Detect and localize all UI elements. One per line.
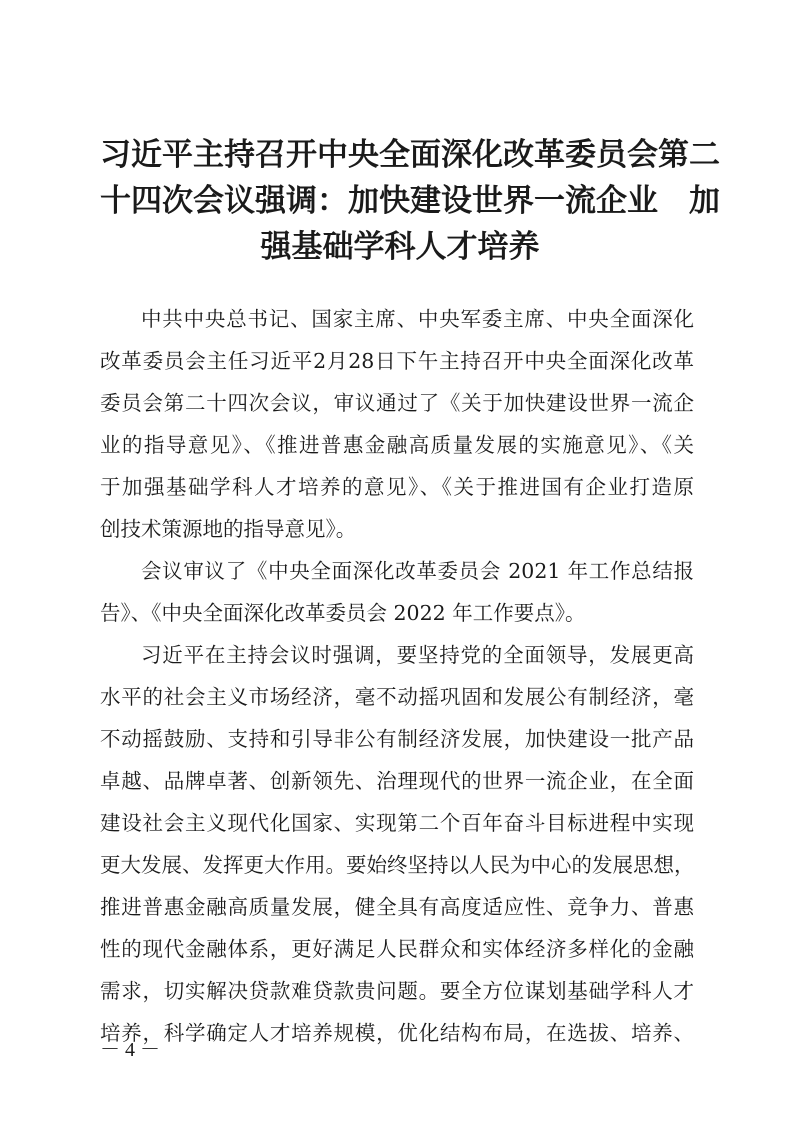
text-line: 需求，切实解决贷款难贷款贵问题。要全方位谋划基础学科人才	[100, 979, 694, 1003]
title-line: 强基础学科人才培养	[260, 229, 540, 265]
paragraph-3	[100, 634, 694, 1054]
text-line: 水平的社会主义市场经济，毫不动摇巩固和发展公有制经济，毫	[100, 685, 694, 709]
text-line: 创技术策源地的指导意见》。	[100, 517, 357, 541]
text-line: 卓越、品牌卓著、创新领先、治理现代的世界一流企业，在全面	[100, 769, 694, 793]
title-line: 十四次会议强调：加快建设世界一流企业 加	[100, 183, 720, 219]
page-number: － 4 －	[100, 1039, 160, 1061]
text-line: 性的现代金融体系，更好满足人民群众和实体经济多样化的金融	[100, 937, 694, 961]
paragraph-2	[100, 550, 694, 634]
paragraph-1	[100, 298, 694, 550]
text-line: 于加强基础学科人才培养的意见》、《关于推进国有企业打造原	[100, 475, 694, 499]
article-title	[100, 132, 720, 270]
text-line: 告》、《中央全面深化改革委员会 2022 年工作要点》。	[100, 601, 586, 625]
text-line: 培养，科学确定人才培养规模，优化结构布局，在选拔、培养、	[100, 1021, 694, 1045]
text-line: 建设社会主义现代化国家、实现第二个百年奋斗目标进程中实现	[100, 811, 694, 835]
article-body	[100, 298, 694, 1054]
text-line: 改革委员会主任习近平2月28日下午主持召开中央全面深化改革	[100, 349, 694, 373]
text-line: 推进普惠金融高质量发展，健全具有高度适应性、竞争力、普惠	[100, 895, 694, 919]
text-line: 习近平在主持会议时强调，要坚持党的全面领导，发展更高	[141, 643, 694, 667]
text-line: 更大发展、发挥更大作用。要始终坚持以人民为中心的发展思想，	[100, 853, 695, 877]
text-line: 委员会第二十四次会议，审议通过了《关于加快建设世界一流企	[100, 391, 694, 415]
text-line: 业的指导意见》、《推进普惠金融高质量发展的实施意见》、《关	[100, 433, 694, 457]
text-line: 会议审议了《中央全面深化改革委员会 2021 年工作总结报	[141, 559, 694, 583]
text-line: 中共中央总书记、国家主席、中央军委主席、中央全面深化	[141, 307, 694, 331]
text-line: 不动摇鼓励、支持和引导非公有制经济发展，加快建设一批产品	[100, 727, 694, 751]
title-line: 习近平主持召开中央全面深化改革委员会第二	[100, 137, 720, 173]
